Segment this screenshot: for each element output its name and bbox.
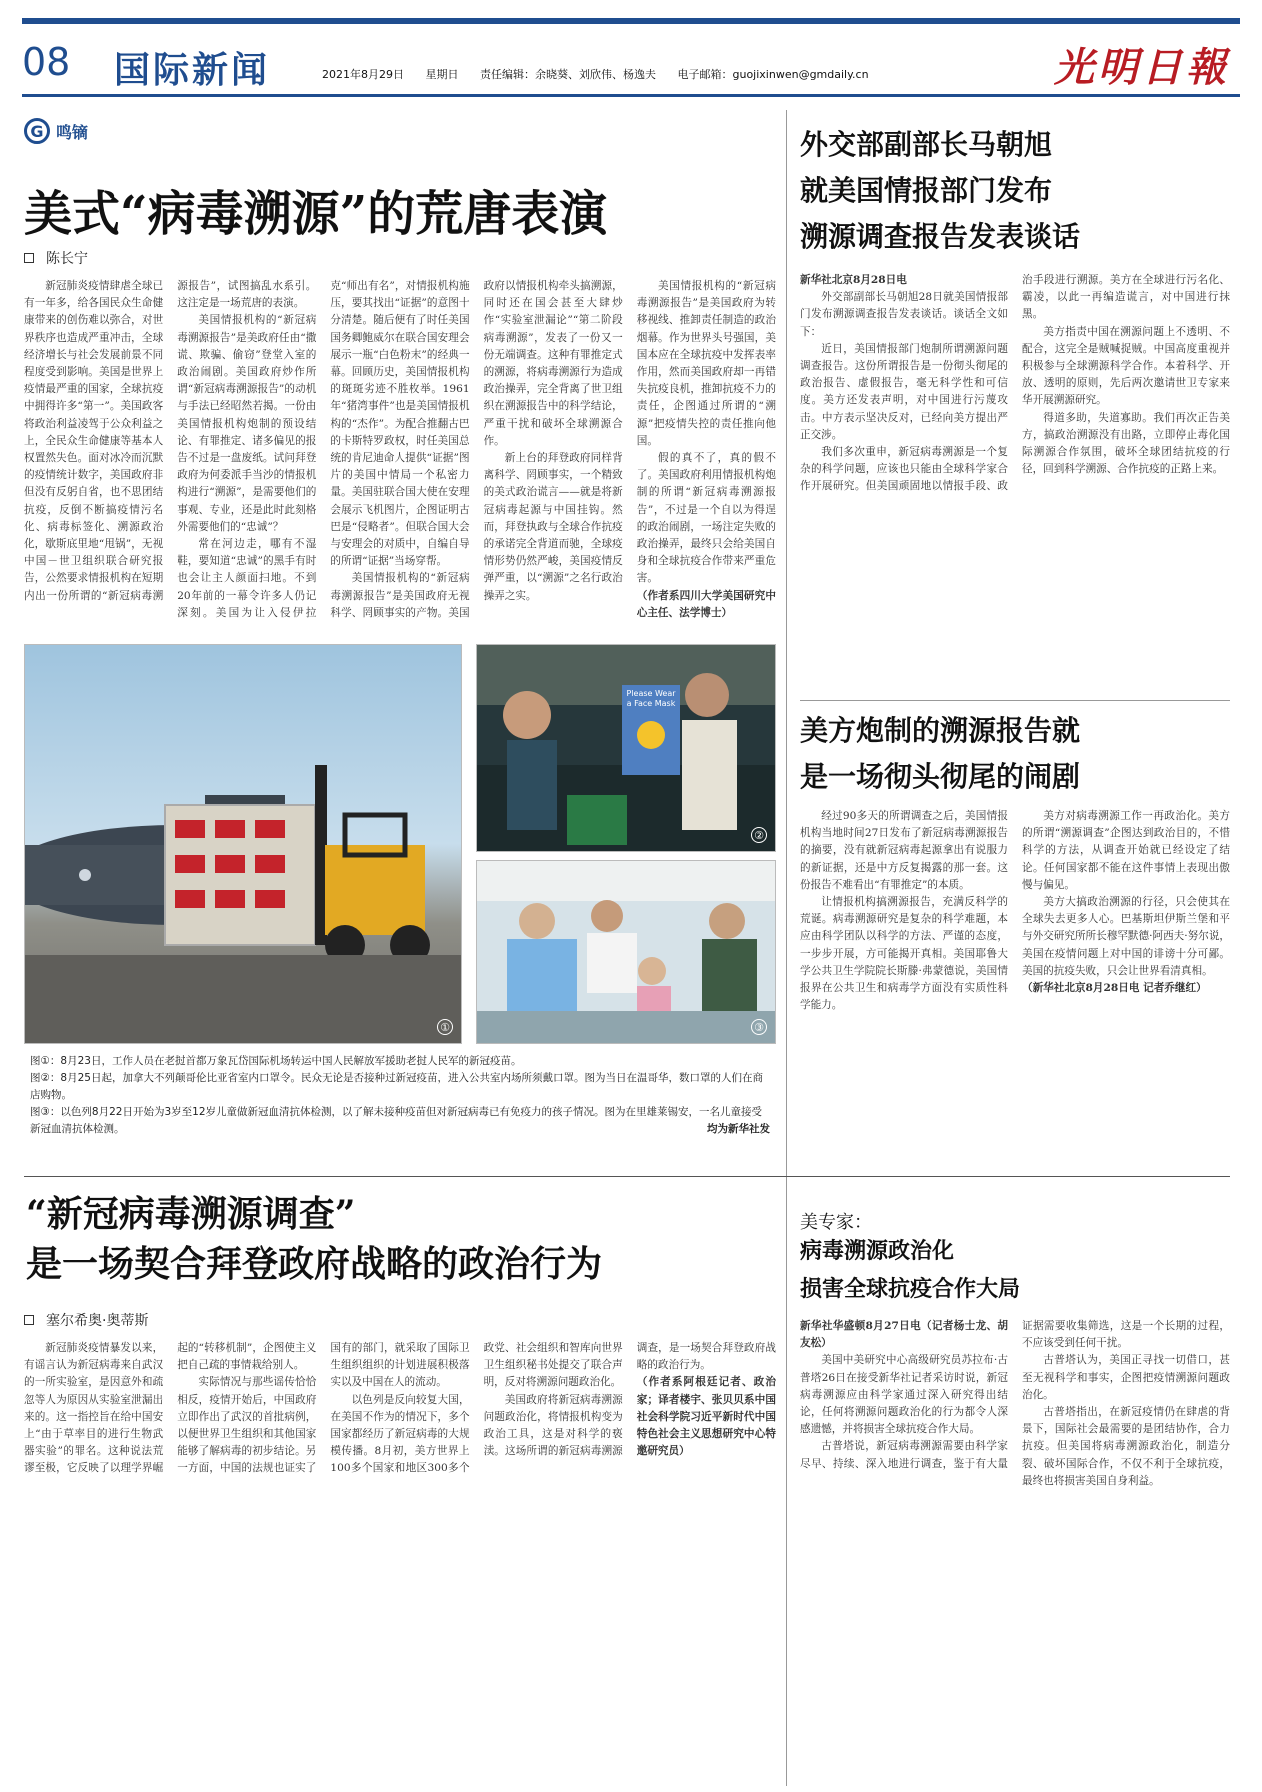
- article2-body: [24, 1340, 776, 1780]
- article2-byline: [24, 1310, 148, 1330]
- byline-box-icon: [24, 253, 34, 263]
- sidebar2-headline-line: 美方炮制的溯源报告就: [800, 714, 1081, 747]
- editors: 责任编辑：余晓葵、刘欣伟、杨逸夫: [480, 68, 656, 81]
- sidebar2-credit: （新华社北京8月28日电 记者乔继红）: [1022, 982, 1207, 995]
- sidebar-divider: [800, 700, 1230, 701]
- photo3-number: ③: [751, 1019, 767, 1035]
- photo-source: 均为新华社发: [707, 1123, 770, 1135]
- sidebar3-headline: [800, 1232, 1020, 1308]
- article1-paragraph: 美国情报机构的“新冠病毒溯源报告”是美政府任由“撒谎、欺骗、偷窃”登堂入室的政治闹剧。美国政府炒作所谓“新冠病毒溯源报告”的动机与手法已经昭然若揭。一份由美国情报机构炮制的预设结论、有罪推定、诸多偏见的报告不过是一盘废纸。试问拜登政府为何委派手当沙的情报机构进行“溯源”，是需要他们的事观、专业，还是此时此刻格外需要他们的“忠诚”？: [177, 314, 317, 533]
- sidebar1-paragraph: 美方指责中国在溯源问题上不透明、不配合，这完全是贼喊捉贼。中国高度重视并积极参与全球溯源科学合作。本着科学、开放、透明的原则，先后两次邀请世卫专家来华开展溯源研究。: [1022, 325, 1230, 407]
- caption-photo2: 图②：8月25日起，加拿大不列颠哥伦比亚省室内口罩令。民众无论是否接种过新冠疫苗，进入公共室内场所须戴口罩。图为当日在温哥华，数口罩的人们在商店购物。: [30, 1072, 763, 1101]
- article1-credit: （作者系四川大学美国研究中心主任、法学博士）: [636, 589, 776, 619]
- sidebar1-headline-line: 就美国情报部门发布: [800, 174, 1053, 207]
- sidebar2-paragraph: 让情报机构搞溯源报告，充满反科学的荒诞。病毒溯源研究是复杂的科学难题，本应由科学团队以科学的方法、严谨的态度，一步步开展，方可能揭开真相。美国耶鲁大学公共卫生学院院长斯滕·弗蒙德说，美国情报界在公共卫生和病毒学方面没有实质性科学能力。: [800, 896, 1008, 1012]
- newspaper-logo: 光明日報: [1054, 44, 1230, 91]
- article1-headline: 美式“病毒溯源”的荒唐表演: [24, 186, 608, 242]
- sidebar1-headline-line: 溯源调查报告发表谈话: [800, 220, 1081, 253]
- sidebar3-paragraph: 古普塔指出，在新冠疫情仍在肆虐的背景下，国际社会最需要的是团结协作，合力抗疫。但美国将病毒溯源政治化，制造分裂、破坏国际合作，不仅不利于全球抗疫，最终也将损害美国自身利益。: [1022, 1406, 1230, 1487]
- section-divider: [24, 1176, 1230, 1177]
- sidebar1-dateline: 新华社北京8月28日电: [800, 274, 907, 286]
- sidebar3-kicker: 美专家：: [800, 1212, 872, 1233]
- article2-author: 塞尔希奥·奥蒂斯: [46, 1313, 149, 1329]
- article2-credit: （作者系阿根廷记者、政治家；译者楼宇、张贝贝系中国社会科学院习近平新时代中国特色社会主义思想研究中心特邀研究员）: [636, 1376, 776, 1458]
- section-title: 国际新闻: [114, 49, 271, 91]
- article1-body: [24, 278, 776, 634]
- sidebar2-paragraph: 美方大搞政治溯源的行径，只会使其在全球失去更多人心。巴基斯坦伊斯兰堡和平与外交研究所所长穆罕默德·阿西夫·努尔说，美国在疫情问题上对中国的诽谤十分可鄙。美国的抗疫失败，只会让世界看清真相。: [1022, 896, 1230, 977]
- sidebar3-headline-line: 损害全球抗疫合作大局: [800, 1276, 1021, 1302]
- contact-email: 电子邮箱：guojixinwen@gmdaily.cn: [677, 68, 869, 81]
- sidebar1-paragraph: 我们多次重申，新冠病毒溯源是一个复杂的科学问题，应该也只能由全球科学家合作开展研究。但美国顽固地以情报手段、政治手段进行溯源。美方在全球进行污名化、霸凌，以此一再编造谎言，对中国进行抹黑。: [800, 274, 1230, 493]
- issue-date: 2021年8月29日: [322, 68, 404, 81]
- photo-vancouver-shop: [476, 644, 776, 852]
- article1-paragraph: 新冠肺炎疫情肆虐全球已有一年多，给各国民众生命健康带来的创伤难以弥合，对世界秩序也造成严重冲击，全球经济增长与社会发展前景不同程度受到影响。美国是世界上疫情最严重的国家，全球抗疫中拥得许多“第一”。美国政客将政治利益凌驾于公众利益之上，全民众生命健康等基本人权置然失色。面对冰冷而沉默的疫情统计数字，美国政府非但没有反躬自省，也不思团结抗疫，反倒不断搞疫情污名化、病毒标签化、溯源政治化，歇斯底里地“甩锅”，无视中国－世卫组织联合研究报告，公然要求情报机构在短期内出一份所谓的“新冠病毒溯源报告”，试图搞乱水系引。这注定是一场荒唐的表演。: [24, 280, 317, 602]
- sidebar1-body: [800, 272, 1230, 692]
- caption-photo1: 图①：8月23日，工作人员在老挝首都万象瓦岱国际机场转运中国人民解放军援助老挝人民军的新冠疫苗。: [30, 1055, 522, 1067]
- caption-photo3: [30, 1104, 770, 1138]
- column-divider-lower: [786, 1186, 787, 1786]
- sidebar3-paragraph: 美国中美研究中心高级研究员苏拉布·古普塔26日在接受新华社记者采访时说，新冠病毒溯源应由科学家通过深入研究得出结论，任何将溯源问题政治化的行为都令人深感遗憾，并将损害全球抗疫合作大局。: [800, 1354, 1008, 1436]
- article1-paragraph: 美国情报机构的“新冠病毒溯源报告”是美国政府为转移视线、推卸责任制造的政治烟幕。作为世界头号强国，美国本应在全球抗疫中发挥表率作用，然而美国政府却一再错失抗疫良机，推卸抗疫不力的责任，企图通过所谓的“溯源”把疫情失控的责任推向他国。: [636, 280, 776, 447]
- article2-paragraph: 美国政府将新冠病毒溯源问题政治化，将情报机构变为政治工具，这是对科学的亵渎。这场所谓的新冠病毒溯源调查，是一场契合拜登政府战略的政治行为。: [483, 1342, 776, 1458]
- article1-byline: [24, 248, 88, 268]
- sidebar1-paragraph: 得道多助，失道寡助。我们再次正告美方，搞政治溯源没有出路，立即停止毒化国际溯源合作氛围，破坏全球团结抗疫的行径，回到科学溯源、合作抗疫的正路上来。: [1022, 411, 1230, 476]
- sidebar2-body: [800, 808, 1230, 1200]
- photo1-number: ①: [437, 1019, 453, 1035]
- sidebar1-headline: [800, 122, 1080, 260]
- top-color-bar: [22, 18, 1240, 24]
- article1-author: 陈长宁: [46, 251, 88, 267]
- sidebar2-headline-line: 是一场彻头彻尾的闹剧: [800, 760, 1081, 793]
- g-logo-icon: G: [24, 118, 50, 144]
- sidebar3-headline-line: 病毒溯源政治化: [800, 1238, 955, 1264]
- masthead: [22, 30, 1240, 92]
- column-label: [24, 118, 88, 144]
- photo-vancouver-shop-art: [477, 645, 776, 852]
- article2-headline-line2: 是一场契合拜登政府战略的政治行为: [26, 1243, 603, 1285]
- photo-captions: [30, 1053, 770, 1138]
- article1-paragraph: 新上台的拜登政府同样背离科学、罔顾事实，一个精致的美式政治谎言——就是将新冠病毒起源与中国挂钩。然而，拜登执政与全球合作抗疫的承诺完全背道而驰，全球疫情形势仍然严峻，美国疫情反弹严重，以“溯源”之名行政治操弄之实。: [483, 452, 623, 602]
- photo-airport-cargo: [24, 644, 462, 1044]
- photo-israel-test: [476, 860, 776, 1044]
- sidebar1-paragraph: 外交部副部长马朝旭28日就美国情报部门发布溯源调查报告发表谈话。谈话全文如下：: [800, 291, 1008, 338]
- masthead-meta: [322, 66, 887, 82]
- sidebar3-paragraph: 古普塔认为，美国正寻找一切借口，甚至无视科学和事实，企图把疫情溯源问题政治化。: [1022, 1354, 1230, 1401]
- mask-sign-text: Please Wear a Face Mask: [626, 689, 676, 708]
- sidebar1-headline-line: 外交部副部长马朝旭: [800, 128, 1053, 161]
- article2-paragraph: 实际情况与那些谣传恰恰相反，疫情开始后，中国政府立即作出了武汉的首批病例，以便世界卫生组织和其他国家能够了解病毒的初步结论。另一方面，中国的法规也证实了国有的部门，就采取了国际卫生组织组织的计划进展积极落实以及中国在人的流动。: [177, 1342, 470, 1475]
- photo-airport-cargo-art: [25, 645, 462, 1044]
- sidebar2-paragraph: 美方对病毒溯源工作一再政治化。美方的所谓“溯源调查”企图达到政治目的，不惜科学的方法，从调查开始就已经设定了结论。任何国家都不能在这件事情上表现出傲慢与偏见。: [1022, 810, 1230, 891]
- sidebar1-paragraph: 近日，美国情报部门炮制所谓溯源问题调查报告。这份所谓报告是一份彻头彻尾的政治报告、虚假报告，毫无科学性和可信度。美方还发表声明，对中国进行污蔑攻击。中方表示坚决反对，已经向美方提出严正交涉。: [800, 342, 1008, 441]
- sidebar3-body: [800, 1318, 1230, 1780]
- byline-box-icon: [24, 1315, 34, 1325]
- sidebar2-headline: [800, 708, 1080, 800]
- article1-paragraph: 假的真不了，真的假不了。美国政府利用情报机构炮制的所谓“新冠病毒溯源报告”，不过是一个自以为得逞的政治闹剧，一场注定失败的政治操弄，最终只会给美国自身和全球抗疫合作带来严重危害。: [636, 452, 776, 585]
- masthead-rule: [22, 94, 1240, 97]
- sidebar3-paragraph: 古普塔说，新冠病毒溯源需要由科学家尽早、持续、深入地进行调查，鉴于有大量证据需要收集筛选，这是一个长期的过程，不应该受到任何干扰。: [800, 1320, 1230, 1470]
- column-label-text: 鸣镝: [56, 122, 89, 142]
- issue-weekday: 星期日: [425, 68, 459, 81]
- article2-paragraph: 以色列是反向较复大国，在美国不作为的情况下，多个国家都经历了新冠病毒的大规模传播。8月初，美方世界上100多个国家和地区300多个政党、社会组织和智库向世界卫生组织秘书处提交了联合声明，反对将溯源问题政治化。: [330, 1342, 623, 1475]
- article1-paragraph: 常在河边走，哪有不湿鞋，要知道“忠诚”的黑手有时也会让主人颜面扫地。不到20年前的一幕令许多人仍记深刻。美国为让入侵伊拉克“师出有名”，对情报机构施压，要其找出“证据”的意图十分清楚。随后便有了时任美国国务卿鲍威尔在联合国安理会展示一瓶“白色粉末”的经典一幕。回顾历史，美国情报机构的斑斑劣迹不胜枚举。1961年“猪湾事件”也是美国情报机构的“杰作”。为配合推翻古巴的卡斯特罗政权，时任美国总统的肯尼迪命人提供“证据”图片的美国中情局一个私密力量。美国驻联合国大使在安理会展示飞机图片，企图证明古巴是“侵略者”。但联合国大会与安理会的对质中，自编自导的所谓“证据”当场穿帮。: [177, 280, 470, 619]
- sidebar3-dateline: 新华社华盛顿8月27日电（记者杨士龙、胡友松）: [800, 1320, 1008, 1350]
- page-number: 08: [22, 40, 71, 84]
- photo-israel-test-art: [477, 861, 776, 1044]
- article2-paragraph: 新冠肺炎疫情暴发以来，有谣言认为新冠病毒来自武汉的一所实验室，是因意外和疏忽等人为原因从实验室泄漏出来的。这一指控旨在给中国安上“由于草率目的进行生物武器实验”的罪名。这种说法荒谬至极，它反映了以理学界崛起的“转移机制”，企图使主义把自己疏的事情栽给别人。: [24, 1342, 317, 1475]
- caption-photo3-text: 图③：以色列8月22日开始为3岁至12岁儿童做新冠血清抗体检测，以了解未接种疫苗但对新冠病毒已有免疫力的孩子情况。图为在里雄莱锡安，一名儿童接受新冠血清抗体检测。: [30, 1106, 762, 1135]
- sidebar2-paragraph: 经过90多天的所谓调查之后，美国情报机构当地时间27日发布了新冠病毒溯源报告的摘要，没有就新冠病毒起源拿出有说服力的新证据，还是中方反复揭露的那一套。这份报告不难看出“有罪推定”的本质。: [800, 810, 1008, 891]
- article2-headline-line1: “新冠病毒溯源调查”: [26, 1193, 356, 1235]
- photo2-number: ②: [751, 827, 767, 843]
- article1-paragraph: 美国情报机构的“新冠病毒溯源报告”是美国政府无视科学、罔顾事实的产物。美国政府以情报机构牵头搞溯源，同时还在国会甚至大肆炒作“实验室泄漏论”“第二阶段病毒溯源”，发表了一份又一份无端调查。这种有罪推定式的溯源，将病毒溯源行为造成政治操弄，完全背离了世卫组织在溯源报告中的科学结论，严重干扰和破坏全球溯源合作。: [330, 280, 623, 619]
